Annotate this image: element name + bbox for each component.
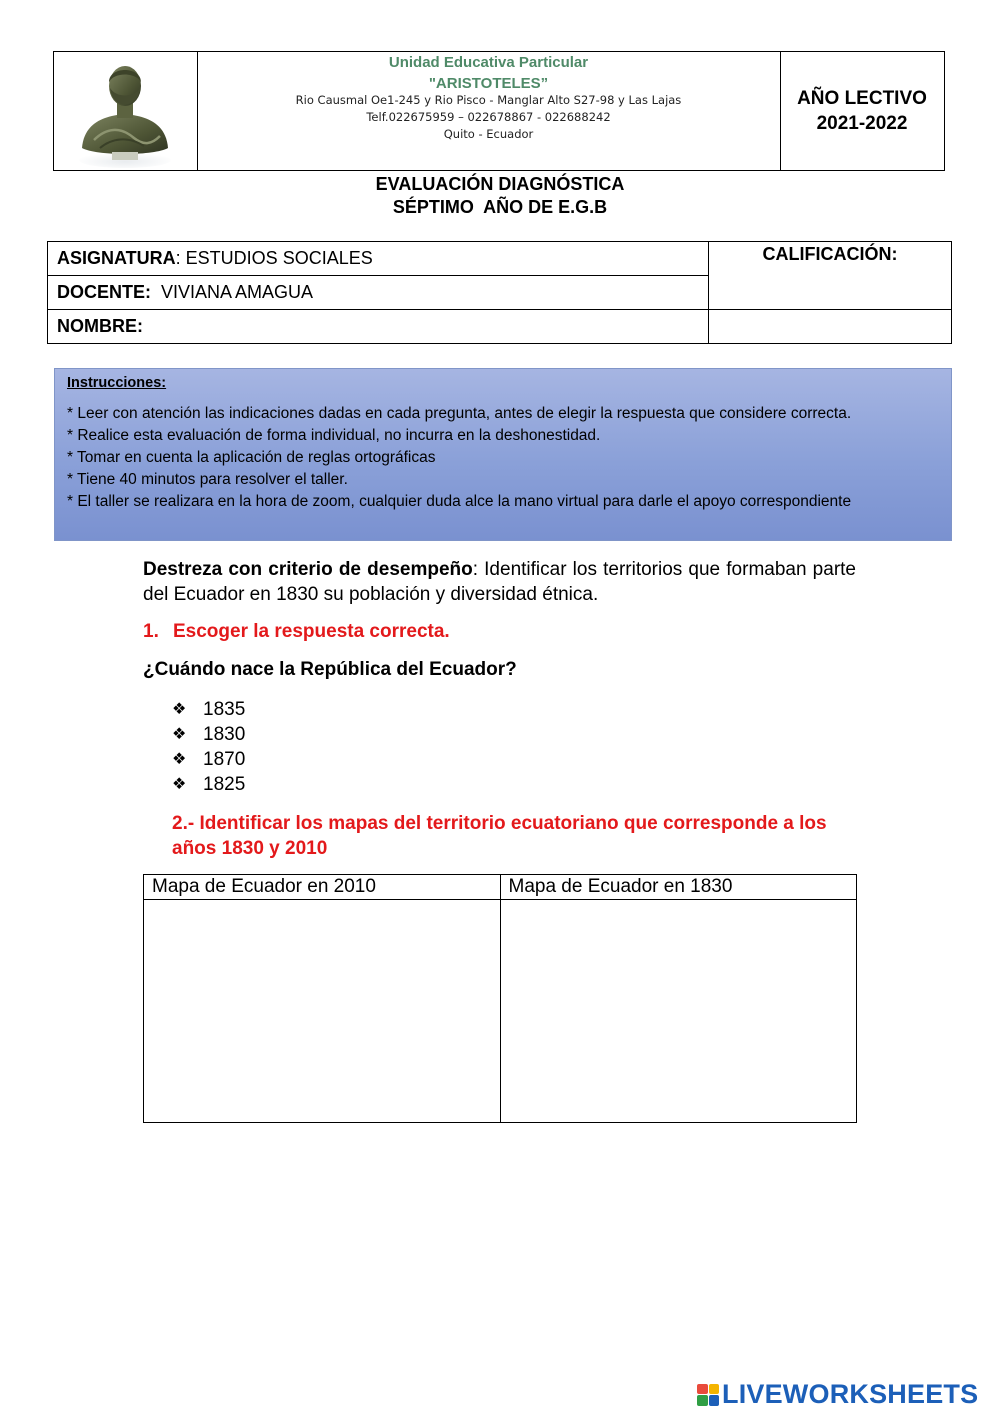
grade-cell[interactable] (709, 242, 952, 310)
name-extra-cell (709, 310, 952, 344)
question1-options (172, 697, 245, 797)
school-phones: Telf.022675959 – 022678867 - 022688242 (366, 110, 611, 124)
option-label: 1870 (203, 749, 246, 770)
instruction-line: * Leer con atención las indicaciones dadas en cada pregunta, antes de elegir la respuesta que considere correcta. (67, 405, 852, 422)
grade-label: CALIFICACIÓN: (762, 244, 898, 264)
evaluation-title (0, 173, 1000, 219)
option-label: 1830 (203, 724, 246, 745)
school-year (780, 52, 944, 170)
school-header (53, 51, 945, 171)
student-info-table (47, 241, 952, 344)
maps-table (143, 874, 857, 1123)
year-label: AÑO LECTIVO (797, 88, 927, 109)
evaluation-title-line2: SÉPTIMO AÑO DE E.G.B (392, 197, 608, 217)
liveworksheets-logo (697, 1379, 978, 1410)
aristotle-bust-image (54, 52, 197, 170)
teacher-value: VIVIANA AMAGUA (151, 282, 314, 302)
school-title: "ARISTOTELES” (428, 75, 549, 92)
question1-text: ¿Cuándo nace la República del Ecuador? (143, 659, 517, 680)
option-item[interactable] (172, 722, 245, 747)
name-label: NOMBRE: (57, 316, 143, 336)
teacher-cell (48, 276, 709, 310)
option-item[interactable] (172, 772, 245, 797)
subject-label: ASIGNATURA (57, 248, 176, 268)
school-city: Quito - Ecuador (443, 127, 534, 141)
instruction-line: * Tomar en cuenta la aplicación de reglas ortográficas (67, 449, 436, 466)
subject-cell (48, 242, 709, 276)
liveworksheets-mark-icon (697, 1384, 719, 1406)
map-2010-header: Mapa de Ecuador en 2010 (144, 875, 501, 900)
instruction-line: * Tiene 40 minutos para resolver el taller. (67, 471, 348, 488)
map-1830-header: Mapa de Ecuador en 1830 (500, 875, 857, 900)
school-name: Unidad Educativa Particular (388, 54, 589, 71)
diamond-bullet-icon: ❖ (172, 726, 187, 743)
diamond-bullet-icon: ❖ (172, 701, 187, 718)
teacher-label: DOCENTE: (57, 282, 151, 302)
option-label: 1825 (203, 774, 246, 795)
skill-text: : Identificar los territorios que formaban parte del Ecuador en 1830 su población y diversidad étnica. (143, 559, 856, 605)
question2-title: 2.- Identificar los mapas del territorio ecuatoriano que corresponde a los años 1830 y 2010 (172, 813, 827, 859)
instruction-line: * El taller se realizara en la hora de zoom, cualquier duda alce la mano virtual para darle el apoyo correspondiente (67, 493, 852, 510)
option-label: 1835 (203, 699, 246, 720)
school-address: Rio Causmal Oe1-245 y Rio Pisco - Manglar Alto S27-98 y Las Lajas (295, 93, 682, 107)
instructions-title: Instrucciones: (67, 375, 167, 391)
name-cell[interactable] (48, 310, 709, 344)
question1-number: 1. (143, 621, 159, 642)
school-logo (54, 52, 198, 170)
instruction-line: * Realice esta evaluación de forma individual, no incurra en la deshonestidad. (67, 427, 601, 444)
map-1830-dropzone[interactable] (500, 900, 857, 1123)
option-item[interactable] (172, 697, 245, 722)
question1-title: Escoger la respuesta correcta. (173, 621, 450, 642)
option-item[interactable] (172, 747, 245, 772)
map-2010-dropzone[interactable] (144, 900, 501, 1123)
skill-statement (143, 557, 856, 607)
school-info (197, 52, 781, 170)
evaluation-title-line1: EVALUACIÓN DIAGNÓSTICA (375, 174, 625, 194)
liveworksheets-brand: LIVEWORKSHEETS (722, 1379, 979, 1409)
question1-heading (143, 621, 450, 643)
subject-value: : ESTUDIOS SOCIALES (175, 248, 373, 268)
instructions-box (54, 368, 952, 541)
diamond-bullet-icon: ❖ (172, 776, 187, 793)
year-value: 2021-2022 (816, 113, 908, 134)
diamond-bullet-icon: ❖ (172, 751, 187, 768)
skill-label: Destreza con criterio de desempeño (143, 559, 473, 580)
